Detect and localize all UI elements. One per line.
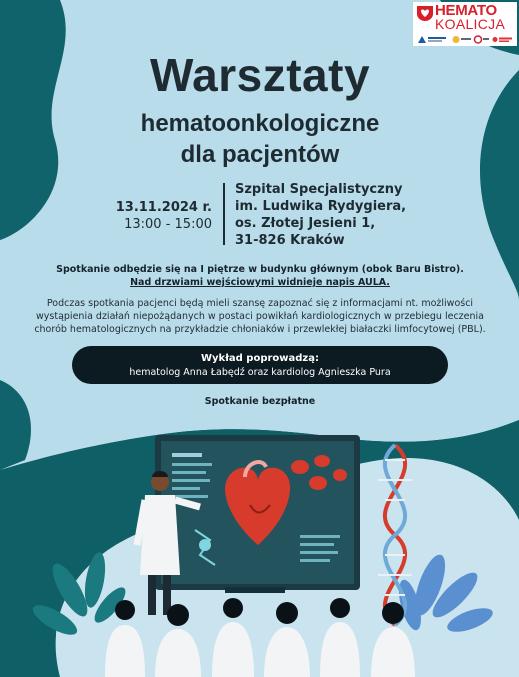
leaf-icon xyxy=(29,551,130,640)
partner-logos xyxy=(416,35,514,44)
location-note-line2: Nad drzwiami wejściowymi widnieje napis AULA. xyxy=(130,277,390,288)
date-place-divider xyxy=(223,183,225,245)
speakers-banner xyxy=(72,346,448,384)
place-line-1: Szpital Specjalistyczny xyxy=(235,182,403,197)
hemato-shield-icon xyxy=(416,5,434,22)
description-line3: chorób hematologicznych na przykładzie chłoniaków i przewlekłej białaczki limfocytowej (PBL). xyxy=(34,324,486,335)
location-note-line1: Spotkanie odbędzie się na I piętrze w budynku głównym (obok Baru Bistro). xyxy=(56,264,464,275)
event-description xyxy=(30,297,490,336)
description-line1: Podczas spotkania pacjenci będą mieli szansę zapoznać się z informacjami nt. możliwości xyxy=(46,298,474,309)
event-time: 13:00 - 15:00 xyxy=(124,217,212,232)
partner-logo-2 xyxy=(453,36,472,43)
event-place xyxy=(235,181,435,249)
page-subtitle-line1: hematoonkologiczne xyxy=(140,110,380,137)
description-line2: wystąpienia działań niepożądanych w postaci powikłań kardiologicznych w przebiegu leczenia xyxy=(36,311,484,322)
speakers-heading: Wykład poprowadzą: xyxy=(201,353,319,364)
page-title: Warsztaty xyxy=(149,49,371,101)
free-event-note: Spotkanie bezpłatne xyxy=(204,396,316,407)
speakers-names: hematolog Anna Łabędź oraz kardiolog Agnieszka Pura xyxy=(129,367,391,378)
partner-logo-3 xyxy=(475,36,490,43)
medical-illustration xyxy=(0,405,519,677)
aula-logo xyxy=(418,36,446,43)
leaf-icon-right xyxy=(395,551,496,636)
logo-text-koalicja: KOALICJA xyxy=(435,16,506,32)
place-line-4: 31-826 Kraków xyxy=(235,233,345,248)
event-date: 13.11.2024 r. xyxy=(115,200,212,215)
place-line-3: os. Złotej Jesieni 1, xyxy=(235,216,376,231)
place-line-2: im. Ludwika Rydygiera, xyxy=(235,199,407,214)
dobrotliwy-logo xyxy=(493,37,513,42)
page-subtitle-line2: dla pacjentów xyxy=(180,141,340,168)
hematokoalicja-logo xyxy=(413,2,517,46)
logo-text-hemato: HEMATO xyxy=(435,2,497,19)
